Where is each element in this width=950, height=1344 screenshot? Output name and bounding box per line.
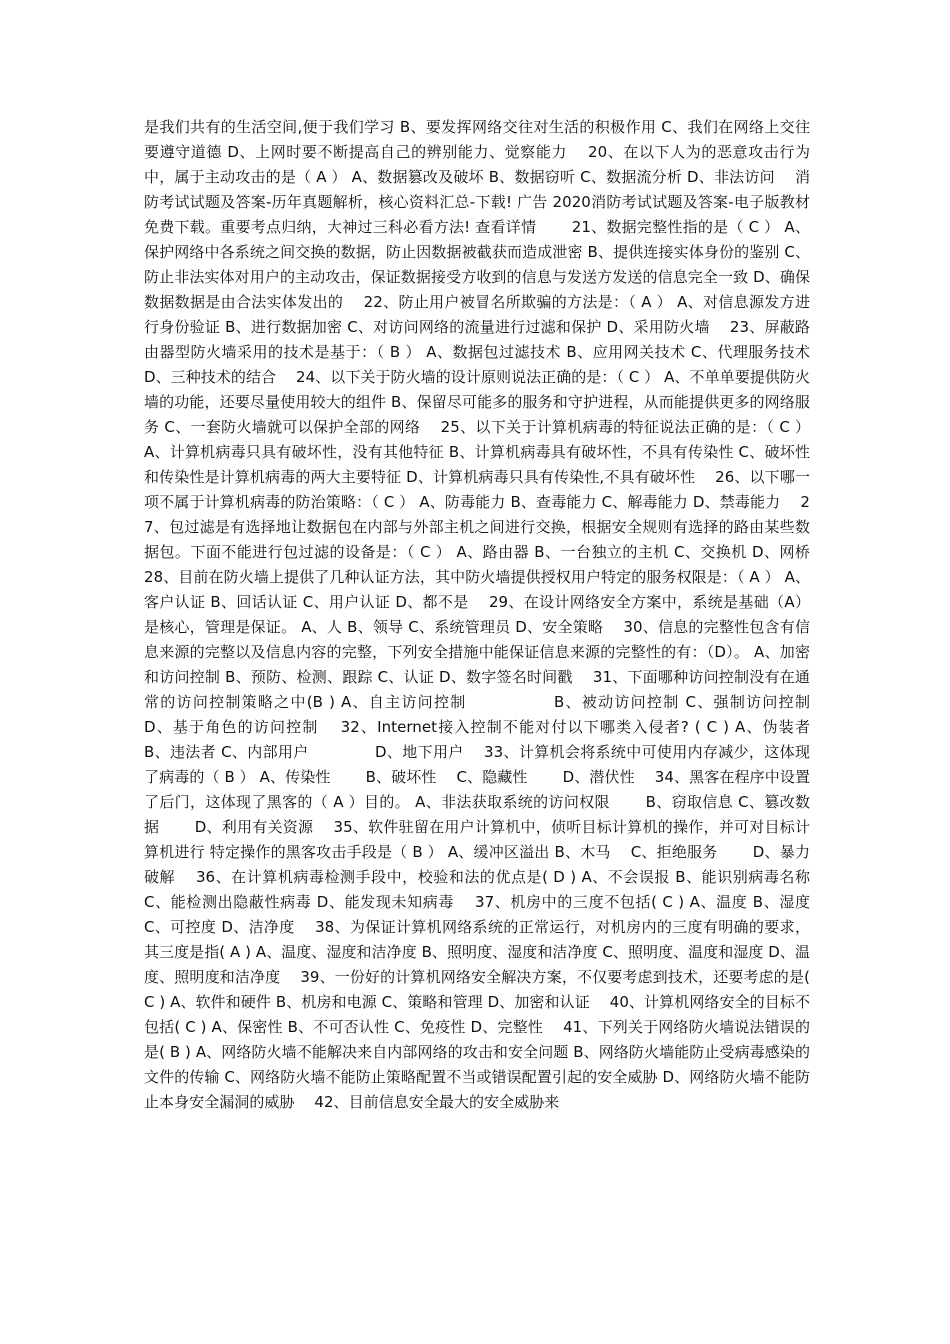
body-paragraph: 是我们共有的生活空间,便于我们学习 B、要发挥网络交往对生活的积极作用 C、我们在网络上交往要遵守道德 D、上网时要不断提高自己的辨别能力、觉察能力 20、在以下人为的恶意攻击行为中，属于主动攻击的是（ A ） A、数据篡改及破坏 B、数据窃听 C、数据流分析 D、非法访问 消防考试试题及答案-历年真题解析，核心资料汇总-下载! 广告 2020消防考试试题及答案-电子版教材免费下载。重要考点归纳，大神过三科必看方法! 查看详情 21、数据完整性指的是（ C ） A、保护网络中各系统之间交换的数据，防止因数据被截获而造成泄密 B、提供连接实体身份的鉴别 C、防止非法实体对用户的主动攻击，保证数据接受方收到的信息与发送方发送的信息完全一致 D、确保数据数据是由合法实体发出的 22、防止用户被冒名所欺骗的方法是：（ A ） A、对信息源发方进行身份验证 B、进行数据加密 C、对访问网络的流量进行过滤和保护 D、采用防火墙 23、屏蔽路由器型防火墙采用的技术是基于：（ B ） A、数据包过滤技术 B、应用网关技术 C、代理服务技术 D、三种技术的结合 24、以下关于防火墙的设计原则说法正确的是：（ C ） A、不单单要提供防火墙的功能，还要尽量使用较大的组件 B、保留尽可能多的服务和守护进程，从而能提供更多的网络服务 C、一套防火墙就可以保护全部的网络 25、以下关于计算机病毒的特征说法正确的是：（ C ） A、计算机病毒只具有破坏性，没有其他特征 B、计算机病毒具有破坏性，不具有传染性 C、破坏性和传染性是计算机病毒的两大主要特征 D、计算机病毒只具有传染性,不具有破坏性 26、以下哪一项不属于计算机病毒的防治策略：（ C ） A、防毒能力 B、查毒能力 C、解毒能力 D、禁毒能力 27、包过滤是有选择地让数据包在内部与外部主机之间进行交换，根据安全规则有选择的路由某些数据包。下面不能进行包过滤的设备是：（ C ） A、路由器 B、一台独立的主机 C、交换机 D、网桥 28、目前在防火墙上提供了几种认证方法，其中防火墙提供授权用户特定的服务权限是：（ A ） A、客户认证 B、回话认证 C、用户认证 D、都不是 29、在设计网络安全方案中，系统是基础（A）是核心，管理是保证。 A、人 B、领导 C、系统管理员 D、安全策略 30、信息的完整性包含有信息来源的完整以及信息内容的完整，下列安全措施中能保证信息来源的完整性的有：（D）。 A、加密和访问控制 B、预防、检测、跟踪 C、认证 D、数字签名时间戳 31、下面哪种访问控制没有在通常的访问控制策略之中(B ) A、自主访问控制 B、被动访问控制 C、强制访问控制 D、基于角色的访问控制 32、Internet接入控制不能对付以下哪类入侵者? ( C ) A、伪装者 B、违法者 C、内部用户 D、地下用户 33、计算机会将系统中可使用内存减少，这体现了病毒的（ B ） A、传染性 B、破坏性 C、隐藏性 D、潜伏性 34、黑客在程序中设置了后门，这体现了黑客的（ A ）目的。 A、非法获取系统的访问权限 B、窃取信息 C、篡改数据 D、利用有关资源 35、软件驻留在用户计算机中，侦听目标计算机的操作，并可对目标计算机进行 特定操作的黑客攻击手段是（ B ） A、缓冲区溢出 B、木马 C、拒绝服务 D、暴力破解 36、在计算机病毒检测手段中，校验和法的优点是( D ) A、不会误报 B、能识别病毒名称 C、能检测出隐蔽性病毒 D、能发现未知病毒 37、机房中的三度不包括( C ) A、温度 B、湿度 C、可控度 D、洁净度 38、为保证计算机网络系统的正常运行，对机房内的三度有明确的要求，其三度是指( A ) A、温度、湿度和洁净度 B、照明度、湿度和洁净度 C、照明度、温度和湿度 D、温度、照明度和洁净度 39、一份好的计算机网络安全解决方案，不仅要考虑到技术，还要考虑的是( C ) A、软件和硬件 B、机房和电源 C、策略和管理 D、加密和认证 40、计算机网络安全的目标不包括( C ) A、保密性 B、不可否认性 C、免疫性 D、完整性 41、下列关于网络防火墙说法错误的是( B ) A、网络防火墙不能解决来自内部网络的攻击和安全问题 B、网络防火墙能防止受病毒感染的文件的传输 C、网络防火墙不能防止策略配置不当或错误配置引起的安全威胁 D、网络防火墙不能防止本身安全漏洞的威胁 42、目前信息安全最大的安全威胁来 xyxy=(144,118,906,1111)
